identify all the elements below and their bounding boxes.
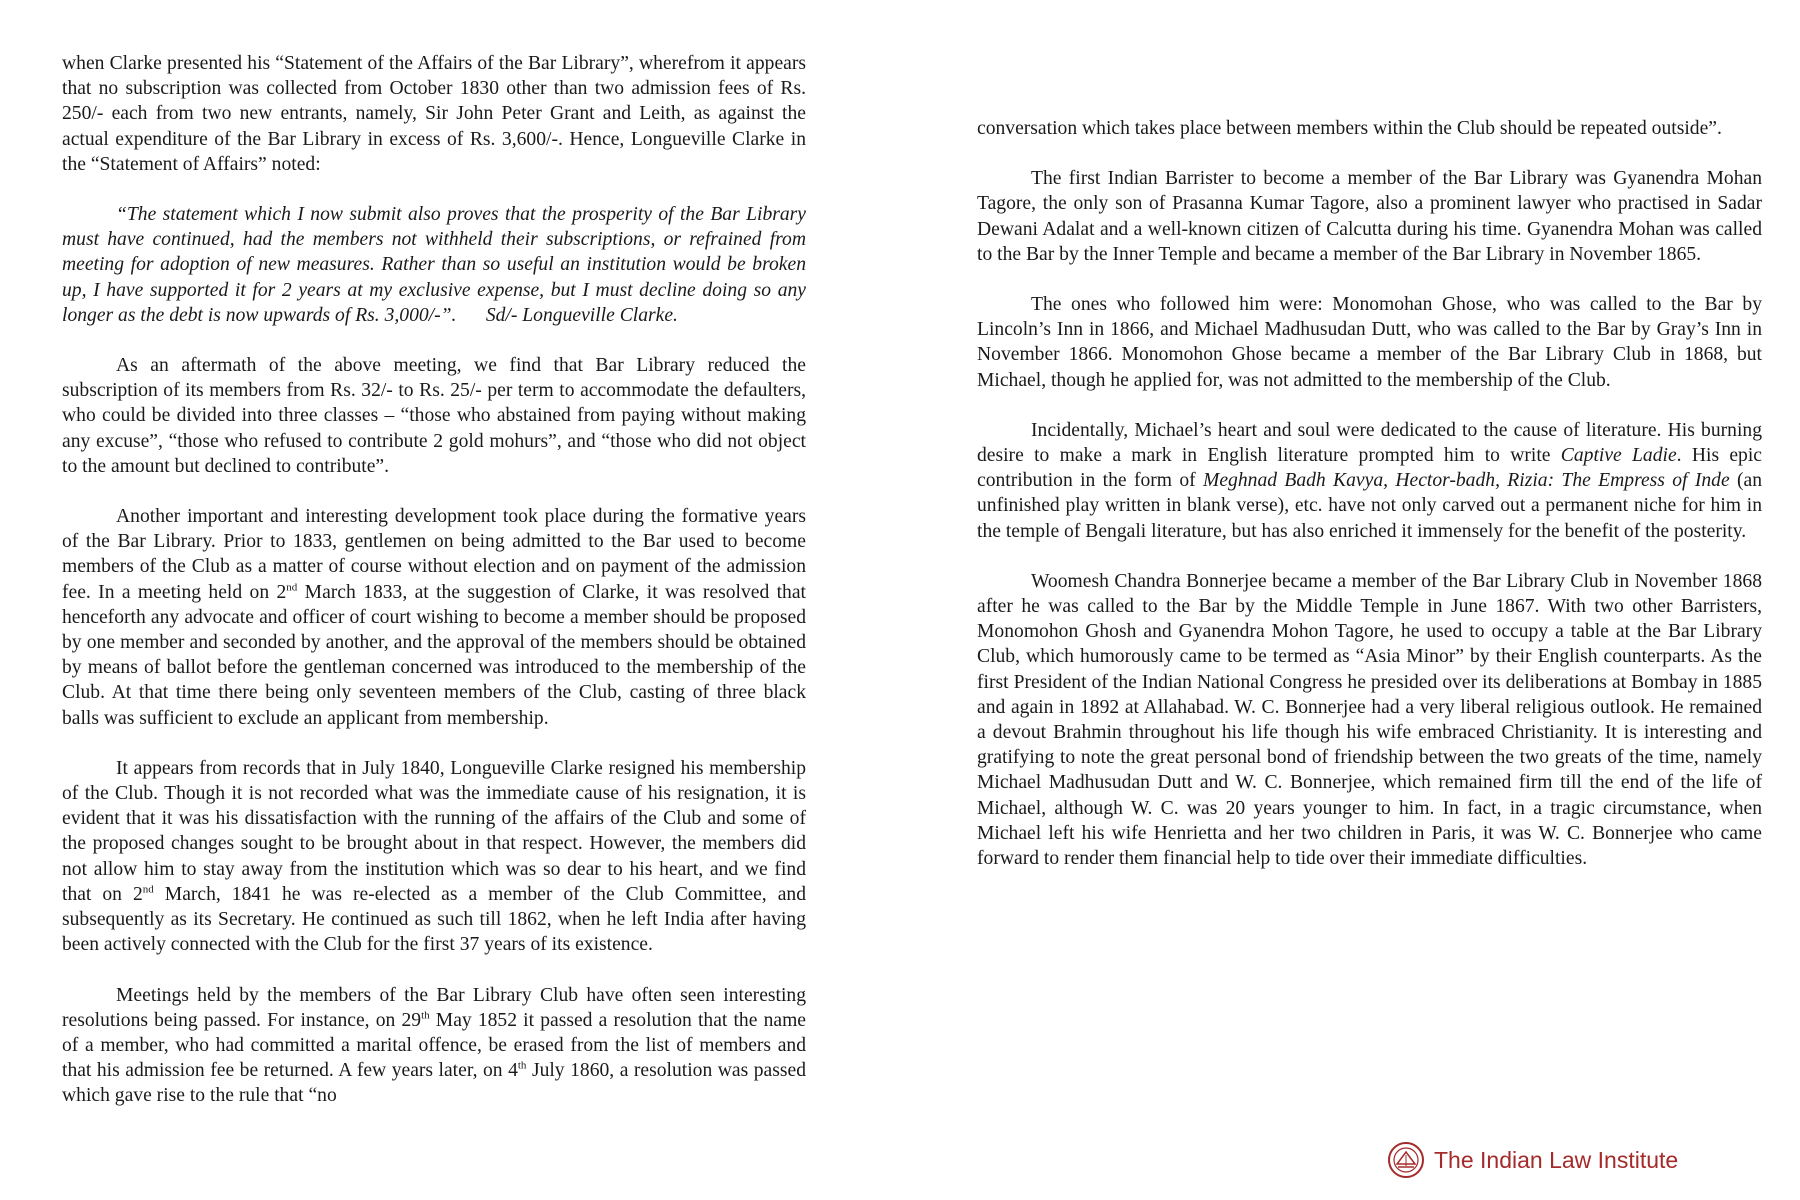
institute-seal-icon: [1386, 1140, 1426, 1180]
paragraph: [62, 504, 806, 731]
paragraph: As an aftermath of the above meeting, we find that Bar Library reduced the subscription of its members from Rs. 32/- to Rs. 25/- per term to accommodate the defaulters, who could be divided into three classes – “those who abstained from paying without making any excuse”, “those who refused to contribute 2 gold mohurs”, and “those who did not object to the amount but declined to contribute”.: [62, 355, 806, 477]
paragraph: when Clarke presented his “Statement of the Affairs of the Bar Library”, wherefrom it appears that no subscription was collected from October 1830 other than two admission fees of Rs. 250/- each from two new entrants, namely, Sir John Peter Grant and Leith, as against the actual expenditure of the Bar Library in excess of Rs. 3,600/-. Hence, Longueville Clarke in the “Statement of Affairs” noted:: [62, 53, 806, 175]
paragraph: The ones who followed him were: Monomohan Ghose, who was called to the Bar by Lincoln’s Inn in 1866, and Michael Madhusudan Dutt, who was called to the Bar by Gray’s Inn in November 1866. Monomohon Ghose became a member of the Bar Library Club in 1868, but Michael, though he applied for, was not admitted to the membership of the Club.: [977, 294, 1762, 391]
ordinal-suffix: nd: [286, 581, 298, 594]
paragraph-text: Meetings held by the members of the Bar Library Club have often seen interesting resolutions being passed. For instance, on 29: [62, 984, 806, 1031]
ordinal-suffix: th: [517, 1059, 527, 1072]
block-quote: [62, 202, 806, 328]
paragraph-text: July 1860, a resolution was passed which gave rise to the rule that “no: [62, 1060, 806, 1107]
paragraph: [62, 983, 806, 1109]
left-column: [62, 51, 806, 1134]
paragraph: The first Indian Barrister to become a member of the Bar Library was Gyanendra Mohan Tagore, the only son of Prasanna Kumar Tagore, also a prominent lawyer who practised in Sadar Dewani Adalat and a well-known citizen of Calcutta during his time. Gyanendra Mohan was called to the Bar by the Inner Temple and became a member of the Bar Library in November 1865.: [977, 168, 1762, 265]
footer-branding: [1386, 1140, 1678, 1180]
paragraph: Woomesh Chandra Bonnerjee became a member of the Bar Library Club in November 1868 after he was called to the Bar by the Middle Temple in June 1867. With two other Barristers, Monomohon Ghosh and Gyanendra Mohon Tagore, he used to occupy a table at the Bar Library Club, which humorously came to be termed as “Asia Minor” by their English counterparts. As the first President of the Indian National Congress he presided over its deliberations at Bombay in 1885 and again in 1892 at Allahabad. W. C. Bonnerjee had a very liberal religious outlook. He remained a devout Brahmin throughout his life though his wife embraced Christianity. It is interesting and gratifying to note the great personal bond of friendship between the two greats of the time, namely Michael Madhusudan Dutt and W. C. Bonnerjee, which remained firm till the end of the life of Michael, although W. C. was 20 years younger to him. In fact, in a tragic circumstance, when Michael left his wife Henrietta and her two children in Paris, it was W. C. Bonnerjee who came forward to render them financial help to tide over their immediate difficulties.: [977, 570, 1762, 870]
right-column: [977, 116, 1762, 896]
institute-name: The Indian Law Institute: [1434, 1146, 1679, 1173]
book-title: Meghnad Badh Kavya, Hector-badh, Rizia: The Empress of Inde: [1203, 470, 1730, 492]
paragraph-text: Incidentally, Michael’s heart and soul were dedicated to the cause of literature. His burning desire to make a mark in English literature prompted him to write: [977, 419, 1762, 467]
paragraph: [62, 756, 806, 958]
ordinal-suffix: nd: [142, 883, 154, 896]
paragraph-text: It appears from records that in July 1840, Longueville Clarke resigned his membership of the Club. Though it is not recorded what was the immediate cause of his resignation, it is evident that it was his dissatisfaction with the running of the affairs of the Club and some of the proposed changes sought to be brought about in that respect. However, the members did not allow him to stay away from the institution which was so dear to his heart, and we find that on 2: [62, 757, 806, 905]
ordinal-suffix: th: [421, 1009, 430, 1022]
quote-text: “The statement which I now submit also proves that the prosperity of the Bar Library must have continued, had the members not withheld their subscriptions, or refrained from meeting for adoption of new measures. Rather than so useful an institution would be broken up, I have supported it for 2 years at my exclusive expense, but I must decline doing so any longer as the debt is now upwards of Rs. 3,000/-”.: [62, 204, 806, 326]
paragraph: conversation which takes place between members within the Club should be repeated outside”.: [977, 118, 1722, 139]
paragraph: [977, 418, 1762, 544]
quote-signature: Sd/- Longueville Clarke.: [485, 304, 678, 326]
book-title: Captive Ladie: [1560, 445, 1677, 467]
paragraph-text: March 1833, at the suggestion of Clarke, it was resolved that henceforth any advocate and officer of court wishing to become a member should be proposed by one member and seconded by another, and the approval of the members should be obtained by means of ballot before the gentleman concerned was introduced to the membership of the Club. At that time there being only seventeen members of the Club, casting of three black balls was sufficient to exclude an applicant from membership.: [62, 581, 806, 729]
paragraph-text: Another important and interesting development took place during the formative years of the Bar Library. Prior to 1833, gentlemen on being admitted to the Bar used to become members of the Club as a matter of course without election and on payment of the admission fee. In a meeting held on 2: [62, 506, 806, 603]
paragraph-text: March, 1841 he was re-elected as a member of the Club Committee, and subsequently as its Secretary. He continued as such till 1862, when he left India after having been actively connected with the Club for the first 37 years of its existence.: [62, 883, 806, 956]
paragraph-text: May 1852 it passed a resolution that the name of a member, who had committed a marital offence, be erased from the list of members and that his admission fee be returned. A few years later, on 4: [62, 1009, 806, 1082]
paragraph-text: (an unfinished play written in blank verse), etc. have not only carved out a permanent niche for him in the temple of Bengali literature, but has also enriched it immensely for the benefit of the posterity.: [977, 470, 1762, 542]
paragraph-text: . His epic contribution in the form of: [977, 445, 1762, 492]
